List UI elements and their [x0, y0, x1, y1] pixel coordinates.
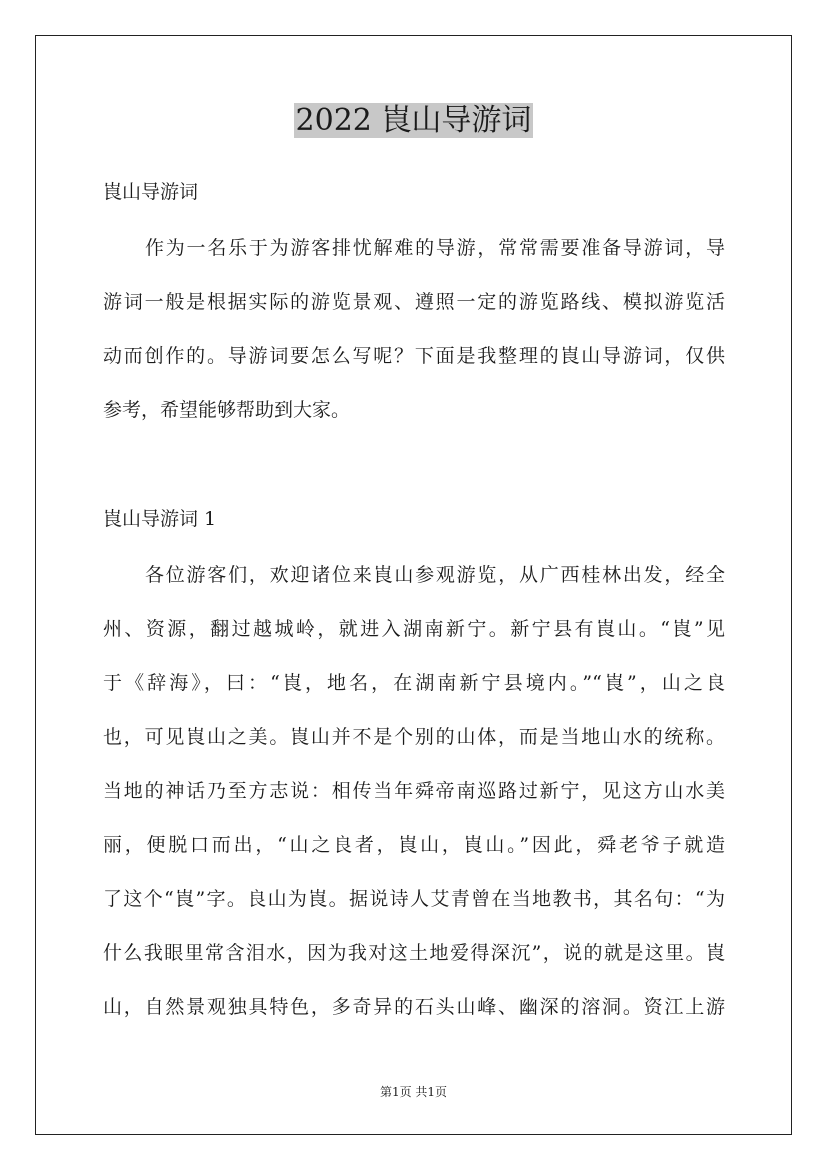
paragraph-line: 各位游客们，欢迎诸位来崀山参观游览，从广西桂林出发，经全: [145, 564, 725, 586]
paragraph-line: 动而创作的。导游词要怎么写呢？下面是我整理的崀山导游词，仅供: [103, 345, 725, 367]
paragraph-line: 当地的神话乃至方志说：相传当年舜帝南巡路过新宁，见这方山水美: [103, 780, 725, 802]
paragraph-line: 作为一名乐于为游客排忧解难的导游，常常需要准备导游词，导: [145, 237, 725, 259]
paragraph-line: 于《辞海》，曰：“崀，地名，在湖南新宁县境内。”“崀”，山之良: [103, 672, 725, 694]
paragraph-line: 山，自然景观独具特色，多奇异的石头山峰、幽深的溶洞。资江上游: [103, 996, 725, 1018]
document-title: 2022 崀山导游词: [295, 103, 532, 138]
paragraph-line: 也，可见崀山之美。崀山并不是个别的山体，而是当地山水的统称。: [103, 726, 725, 748]
paragraph-line: 参考，希望能够帮助到大家。: [103, 399, 351, 421]
paragraph-line: 丽，便脱口而出，“山之良者，崀山，崀山。”因此，舜老爷子就造: [103, 834, 725, 856]
paragraph-line: 州、资源，翻过越城岭，就进入湖南新宁。新宁县有崀山。“崀”见: [103, 618, 725, 640]
body-paragraph: [103, 548, 725, 1034]
paragraph-line: 游词一般是根据实际的游览景观、遵照一定的游览路线、模拟游览活: [103, 291, 725, 313]
paragraph-line: 了这个“崀”字。良山为崀。据说诗人艾青曾在当地教书，其名句：“为: [103, 888, 725, 910]
section-heading: 崀山导游词 1: [103, 508, 217, 530]
section-heading: 崀山导游词: [103, 181, 199, 203]
page-number-footer: 第1页 共1页: [379, 1085, 448, 1099]
intro-paragraph: [103, 221, 725, 437]
paragraph-line: 什么我眼里常含泪水，因为我对这土地爱得深沉”，说的就是这里。崀: [103, 942, 725, 964]
